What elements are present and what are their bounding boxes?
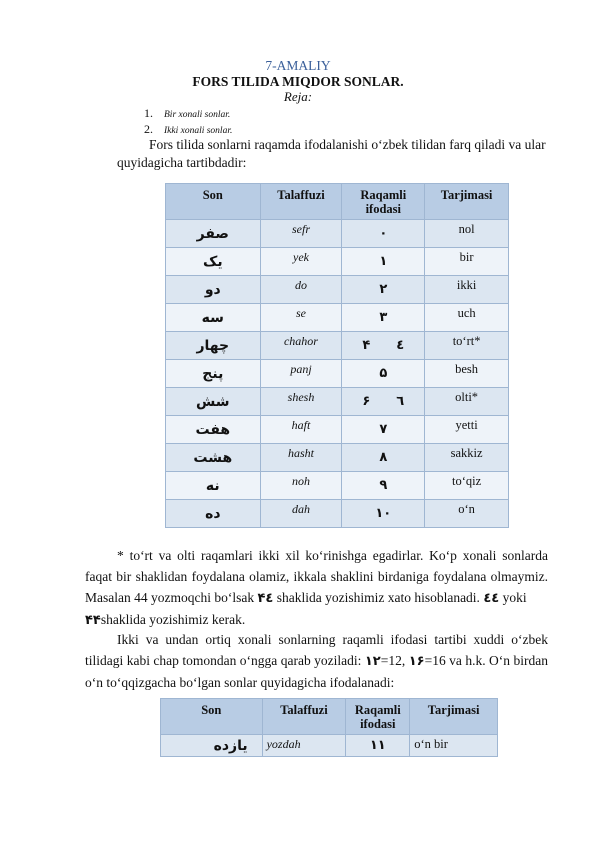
cell-talaffuz: dah: [260, 500, 342, 528]
raqam-variant: ۶: [362, 394, 371, 409]
cell-son: نه: [166, 472, 261, 500]
cell-talaffuz: chahor: [260, 332, 342, 360]
cell-talaffuz: do: [260, 276, 342, 304]
cell-raqam: [342, 388, 425, 416]
table-row: [166, 332, 509, 360]
table-row: [166, 360, 509, 388]
table-header-row: [166, 184, 509, 220]
table-row: [166, 500, 509, 528]
cell-tarjima: to‘qiz: [425, 472, 509, 500]
cell-tarjima: uch: [425, 304, 509, 332]
cell-son: سه: [166, 304, 261, 332]
cell-raqam: ۱۰: [342, 500, 425, 528]
cell-raqam: ۹: [342, 472, 425, 500]
order-text: =12,: [380, 653, 409, 668]
plan-item-number: 2.: [144, 122, 153, 136]
wrong-example: ۴٤: [257, 591, 274, 606]
plan-item: [144, 106, 230, 121]
cell-son: صفر: [166, 220, 261, 248]
cell-son: چهار: [166, 332, 261, 360]
table-row: [166, 276, 509, 304]
numbers-table-2: [160, 698, 498, 757]
cell-raqam: ۲: [342, 276, 425, 304]
cell-tarjima: o‘n bir: [410, 735, 498, 757]
table-row: [166, 220, 509, 248]
page-title: FORS TILIDA MIQDOR SONLAR.: [192, 74, 404, 89]
cell-son: پنج: [166, 360, 261, 388]
lesson-label: 7-AMALIY: [265, 58, 331, 73]
order-paragraph: [85, 629, 548, 693]
numbers-table: [165, 183, 509, 528]
column-header-talaffuz: Talaffuzi: [262, 699, 346, 735]
note-text: shaklida yozishimiz kerak.: [100, 612, 246, 627]
plan-label: Reja:: [283, 89, 313, 104]
cell-tarjima: o‘n: [425, 500, 509, 528]
right-example-2: ۴۴: [85, 613, 101, 628]
cell-son: ده: [166, 500, 261, 528]
table-row: [166, 248, 509, 276]
plan-item: [144, 122, 232, 137]
raqam-variant-alt: ٤: [396, 338, 405, 353]
column-header-raqam: Raqamli ifodasi: [342, 184, 425, 220]
example-16: ۱۶: [408, 654, 425, 669]
cell-raqam: ۳: [342, 304, 425, 332]
column-header-tarjima: Tarjimasi: [410, 699, 498, 735]
cell-raqam: ۱: [342, 248, 425, 276]
cell-tarjima: ikki: [425, 276, 509, 304]
example-12: ۱۲: [364, 654, 381, 669]
column-header-son: Son: [161, 699, 263, 735]
cell-son: هفت: [166, 416, 261, 444]
column-header-talaffuz: Talaffuzi: [260, 184, 342, 220]
raqam-variant: ۴: [362, 338, 371, 353]
table-row: [166, 472, 509, 500]
cell-raqam: ۸: [342, 444, 425, 472]
cell-talaffuz: yek: [260, 248, 342, 276]
cell-tarjima: yetti: [425, 416, 509, 444]
order-text: Ikki va undan ortiq xonali sonlarning raqamli ifodasi tartibi xuddi o‘zbek tilidagi kabi chap tomondan o‘ngga qarab yoziladi:: [85, 632, 548, 668]
cell-tarjima: sakkiz: [425, 444, 509, 472]
cell-talaffuz: panj: [260, 360, 342, 388]
table-row: [166, 304, 509, 332]
cell-son: دو: [166, 276, 261, 304]
cell-raqam: ۷: [342, 416, 425, 444]
cell-raqam: [342, 332, 425, 360]
column-header-son: Son: [166, 184, 261, 220]
note-text: * to‘rt va olti raqamlari ikki xil ko‘rinishga egadirlar. Ko‘p xonali sonlarda faqat bir shaklidan foydalana olamiz, ikkala shaklini birdaniga foydalana olmaymiz. Masalan 44 yozmoqchi bo‘lsak: [85, 548, 548, 605]
cell-talaffuz: noh: [260, 472, 342, 500]
cell-talaffuz: yozdah: [262, 735, 346, 757]
table-row: [166, 416, 509, 444]
order-text: =16 va h.k. O‘n birdan o‘n to‘qqizgacha bo‘lgan sonlar quyidagicha ifodalanadi:: [85, 653, 548, 690]
table-row: [166, 388, 509, 416]
cell-talaffuz: haft: [260, 416, 342, 444]
cell-son: شش: [166, 388, 261, 416]
cell-son: هشت: [166, 444, 261, 472]
right-example-1: ٤٤: [483, 591, 500, 606]
table-row: [166, 444, 509, 472]
note-text: shaklida yozishimiz xato hisoblanadi.: [273, 590, 484, 605]
cell-talaffuz: hasht: [260, 444, 342, 472]
column-header-tarjima: Tarjimasi: [425, 184, 509, 220]
cell-talaffuz: se: [260, 304, 342, 332]
cell-raqam: ۱۱: [346, 735, 410, 757]
plan-item-number: 1.: [144, 106, 153, 120]
cell-raqam: ۵: [342, 360, 425, 388]
cell-talaffuz: sefr: [260, 220, 342, 248]
table-header-row: [161, 699, 498, 735]
cell-raqam: ۰: [342, 220, 425, 248]
cell-tarjima: nol: [425, 220, 509, 248]
cell-talaffuz: shesh: [260, 388, 342, 416]
plan-item-text: Bir xonali sonlar.: [164, 110, 231, 120]
column-header-raqam: Raqamli ifodasi: [346, 699, 410, 735]
raqam-variant-alt: ٦: [396, 394, 405, 409]
cell-tarjima: besh: [425, 360, 509, 388]
plan-item-text: Ikki xonali sonlar.: [164, 126, 233, 136]
cell-son: یک: [166, 248, 261, 276]
cell-tarjima: to‘rt*: [425, 332, 509, 360]
cell-tarjima: olti*: [425, 388, 509, 416]
note-text: yoki: [499, 590, 527, 605]
intro-paragraph: Fors tilida sonlarni raqamda ifodalanishi o‘zbek tilidan farq qiladi va ular quyidagicha tartibdadir:: [117, 137, 546, 170]
table-row: [161, 735, 498, 757]
note-paragraph: [85, 545, 548, 631]
cell-son: یازده: [161, 735, 263, 757]
cell-tarjima: bir: [425, 248, 509, 276]
